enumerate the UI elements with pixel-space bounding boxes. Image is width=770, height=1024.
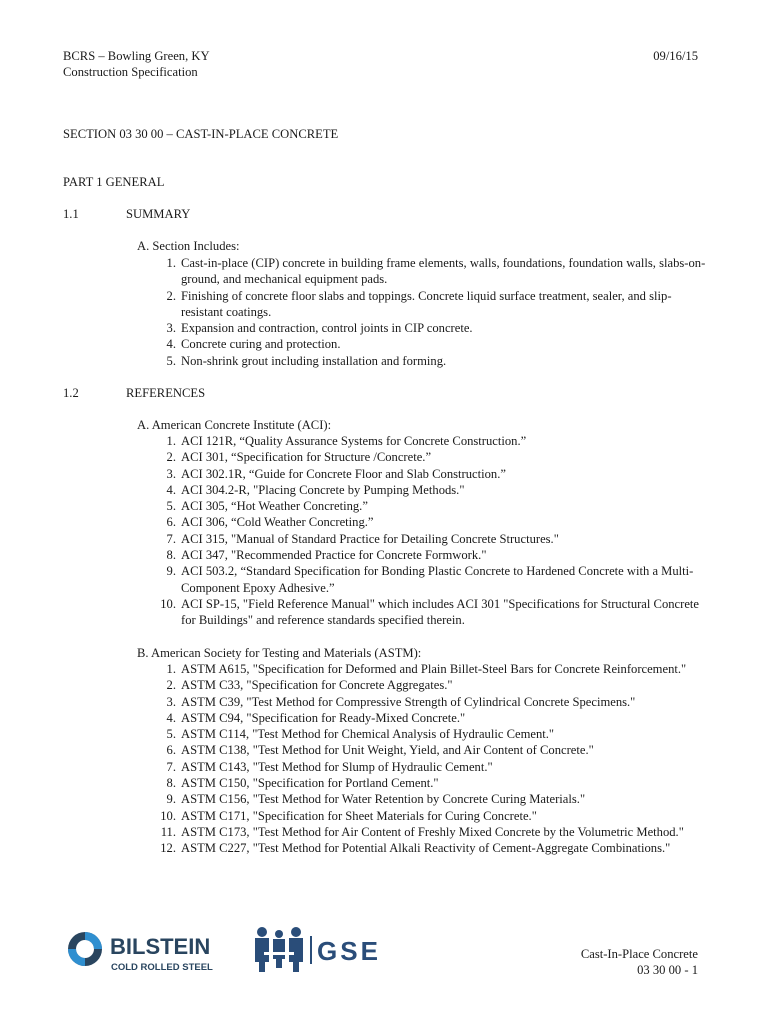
list-item-number: 6. bbox=[166, 515, 176, 530]
article-heading-1-1 bbox=[63, 206, 190, 222]
bilstein-wordmark: BILSTEIN bbox=[110, 934, 211, 959]
list-item-text: Cast-in-place (CIP) concrete in building frame elements, walls, foundations, foundation walls, slabs-on-ground, and mechanical equipment pads. bbox=[181, 256, 706, 287]
list-item bbox=[148, 255, 708, 288]
list-item bbox=[148, 759, 708, 775]
list-item-number: 1. bbox=[166, 662, 176, 676]
bilstein-logo-icon bbox=[68, 932, 102, 966]
list-item-text: ASTM C94, "Specification for Ready-Mixed Concrete." bbox=[181, 710, 466, 725]
list-item-text: ASTM C171, "Specification for Sheet Materials for Curing Concrete." bbox=[181, 808, 537, 823]
list-item-number: 5. bbox=[166, 353, 176, 368]
list-item-text: ASTM C143, "Test Method for Slump of Hydraulic Cement." bbox=[181, 759, 493, 774]
list-item-text: ACI 503.2, “Standard Specification for Bonding Plastic Concrete to Hardened Concrete with a Multi-Component Epoxy Adhesive.” bbox=[181, 564, 694, 595]
list-item-number: 1. bbox=[166, 256, 176, 270]
list-item-number: 7. bbox=[166, 759, 176, 774]
list-item-text: ACI 305, “Hot Weather Concreting.” bbox=[181, 499, 368, 514]
astm-references-list bbox=[148, 661, 708, 857]
part-title: PART 1 GENERAL bbox=[63, 175, 165, 189]
list-item bbox=[148, 808, 708, 824]
list-item-number: 11. bbox=[160, 824, 176, 839]
footer-logos bbox=[66, 924, 396, 978]
list-item bbox=[148, 661, 708, 677]
subsection-label: A. Section Includes: bbox=[137, 239, 240, 253]
list-item-text: ACI 315, "Manual of Standard Practice for Detailing Concrete Structures." bbox=[181, 531, 559, 546]
list-item bbox=[148, 742, 708, 758]
list-item-number: 7. bbox=[166, 531, 176, 546]
article-number: 1.2 bbox=[63, 386, 79, 400]
list-item bbox=[148, 514, 708, 530]
logo-artwork bbox=[66, 924, 396, 978]
list-item-number: 2. bbox=[166, 288, 176, 303]
list-item-number: 2. bbox=[166, 678, 176, 693]
article-heading-1-2 bbox=[63, 385, 205, 401]
summary-list bbox=[148, 255, 708, 369]
gse-wordmark: GSE bbox=[317, 936, 381, 966]
list-item bbox=[148, 433, 708, 449]
footer-page-title: Cast-In-Place Concrete bbox=[580, 947, 698, 961]
list-item-number: 8. bbox=[166, 776, 176, 791]
list-item-text: ASTM C138, "Test Method for Unit Weight, Yield, and Air Content of Concrete." bbox=[181, 743, 594, 758]
list-item bbox=[148, 596, 708, 629]
list-item-text: ACI 347, "Recommended Practice for Concrete Formwork." bbox=[181, 548, 487, 563]
list-item bbox=[148, 677, 708, 693]
list-item-text: ASTM A615, "Specification for Deformed and Plain Billet-Steel Bars for Concrete Reinforcement." bbox=[181, 662, 687, 676]
list-item-number: 2. bbox=[166, 450, 176, 465]
list-item bbox=[148, 466, 708, 482]
subsection-label: A. American Concrete Institute (ACI): bbox=[137, 418, 332, 432]
list-item bbox=[148, 547, 708, 563]
article-number: 1.1 bbox=[63, 207, 79, 221]
list-item bbox=[148, 498, 708, 514]
list-item-number: 5. bbox=[166, 499, 176, 514]
subsection-label: B. American Society for Testing and Materials (ASTM): bbox=[137, 646, 422, 660]
list-item-number: 8. bbox=[166, 548, 176, 563]
list-item bbox=[148, 336, 708, 352]
list-item-text: ASTM C114, "Test Method for Chemical Analysis of Hydraulic Cement." bbox=[181, 727, 555, 742]
list-item-number: 9. bbox=[166, 564, 176, 579]
list-item-number: 9. bbox=[166, 792, 176, 807]
list-item-text: ACI 304.2-R, "Placing Concrete by Pumping Methods." bbox=[181, 482, 465, 497]
list-item-text: Concrete curing and protection. bbox=[181, 337, 341, 352]
list-item-text: Expansion and contraction, control joints in CIP concrete. bbox=[181, 321, 473, 336]
header-left bbox=[63, 48, 210, 80]
list-item bbox=[148, 775, 708, 791]
article-title: REFERENCES bbox=[126, 386, 206, 400]
bilstein-tagline: COLD ROLLED STEEL bbox=[111, 962, 213, 973]
list-item-number: 4. bbox=[166, 482, 176, 497]
list-item bbox=[148, 840, 708, 856]
list-item-text: ACI 121R, “Quality Assurance Systems for Concrete Construction.” bbox=[181, 434, 527, 448]
list-item bbox=[148, 353, 708, 369]
list-item bbox=[148, 563, 708, 596]
list-item-number: 4. bbox=[166, 710, 176, 725]
list-item-text: ACI 302.1R, “Guide for Concrete Floor and Slab Construction.” bbox=[181, 466, 506, 481]
list-item bbox=[148, 824, 708, 840]
list-item bbox=[148, 320, 708, 336]
header-date: 09/16/15 bbox=[653, 49, 698, 63]
list-item-text: ASTM C156, "Test Method for Water Retention by Concrete Curing Materials." bbox=[181, 792, 586, 807]
list-item-text: ACI 306, “Cold Weather Concreting.” bbox=[181, 515, 374, 530]
list-item-number: 12. bbox=[160, 841, 176, 856]
list-item bbox=[148, 694, 708, 710]
list-item bbox=[148, 791, 708, 807]
list-item-text: ASTM C173, "Test Method for Air Content of Freshly Mixed Concrete by the Volumetric Method." bbox=[181, 824, 684, 839]
list-item bbox=[148, 449, 708, 465]
list-item-text: ASTM C227, "Test Method for Potential Alkali Reactivity of Cement-Aggregate Combinations." bbox=[181, 841, 671, 856]
list-item-text: ASTM C39, "Test Method for Compressive Strength of Cylindrical Concrete Specimens." bbox=[181, 694, 636, 709]
list-item-number: 10. bbox=[160, 596, 176, 611]
list-item-text: ASTM C33, "Specification for Concrete Aggregates." bbox=[181, 678, 453, 693]
aci-references-list bbox=[148, 433, 708, 629]
section-title: SECTION 03 30 00 – CAST-IN-PLACE CONCRETE bbox=[63, 127, 339, 141]
list-item-number: 1. bbox=[166, 434, 176, 448]
list-item-number: 10. bbox=[160, 808, 176, 823]
footer-right bbox=[581, 946, 698, 978]
list-item-number: 4. bbox=[166, 337, 176, 352]
header-org-line: BCRS – Bowling Green, KY bbox=[63, 49, 210, 63]
list-item-text: ASTM C150, "Specification for Portland Cement." bbox=[181, 776, 439, 791]
list-item-number: 6. bbox=[166, 743, 176, 758]
list-item-number: 3. bbox=[166, 694, 176, 709]
list-item-number: 5. bbox=[166, 727, 176, 742]
list-item bbox=[148, 726, 708, 742]
list-item-text: ACI SP-15, "Field Reference Manual" which includes ACI 301 "Specifications for Structural Concrete for Buildings" and reference standards specified therein. bbox=[181, 596, 700, 628]
header-doc-type: Construction Specification bbox=[63, 65, 198, 79]
gse-logo-icon bbox=[255, 927, 303, 972]
list-item-number: 3. bbox=[166, 466, 176, 481]
list-item bbox=[148, 288, 708, 321]
list-item bbox=[148, 482, 708, 498]
list-item bbox=[148, 531, 708, 547]
article-title: SUMMARY bbox=[126, 207, 191, 221]
list-item-text: Finishing of concrete floor slabs and toppings. Concrete liquid surface treatment, sealer, and slip-resistant coatings. bbox=[181, 288, 672, 319]
list-item-text: Non-shrink grout including installation and forming. bbox=[181, 353, 447, 368]
list-item bbox=[148, 710, 708, 726]
footer-page-number: 03 30 00 - 1 bbox=[637, 963, 698, 977]
list-item-text: ACI 301, “Specification for Structure /Concrete.” bbox=[181, 450, 432, 465]
list-item-number: 3. bbox=[166, 321, 176, 336]
